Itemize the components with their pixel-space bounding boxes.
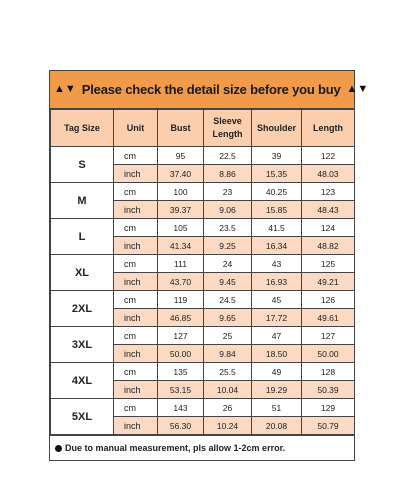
tag-size-cell: M (51, 183, 114, 219)
measurement-cell: 41.5 (252, 219, 302, 237)
measurement-cell: 37.40 (158, 165, 204, 183)
measurement-cell: 127 (158, 327, 204, 345)
measurement-cell: 129 (302, 399, 355, 417)
measurement-cell: 23 (204, 183, 252, 201)
measurement-cell: 9.25 (204, 237, 252, 255)
unit-cell: inch (114, 237, 158, 255)
unit-cell: cm (114, 363, 158, 381)
measurement-cell: 49 (252, 363, 302, 381)
unit-cell: inch (114, 165, 158, 183)
measurement-cell: 9.45 (204, 273, 252, 291)
measurement-cell: 53.15 (158, 381, 204, 399)
unit-cell: cm (114, 183, 158, 201)
tag-size-cell: 5XL (51, 399, 114, 435)
measurement-cell: 51 (252, 399, 302, 417)
measurement-cell: 49.21 (302, 273, 355, 291)
measurement-cell: 18.50 (252, 345, 302, 363)
unit-cell: inch (114, 273, 158, 291)
tag-size-cell: S (51, 147, 114, 183)
measurement-cell: 48.82 (302, 237, 355, 255)
unit-cell: cm (114, 147, 158, 165)
header-length: Length (302, 110, 355, 147)
unit-cell: inch (114, 381, 158, 399)
header-sleeve-length: Sleeve Length (204, 110, 252, 147)
measurement-cell: 20.08 (252, 417, 302, 435)
table-row (51, 255, 355, 273)
table-row (51, 363, 355, 381)
measurement-cell: 10.04 (204, 381, 252, 399)
unit-cell: cm (114, 399, 158, 417)
measurement-cell: 105 (158, 219, 204, 237)
triangle-up-down-icon: ▲▼ (54, 83, 76, 95)
footer-note (50, 435, 354, 460)
measurement-cell: 19.29 (252, 381, 302, 399)
measurement-cell: 123 (302, 183, 355, 201)
unit-cell: cm (114, 327, 158, 345)
measurement-cell: 48.03 (302, 165, 355, 183)
measurement-cell: 45 (252, 291, 302, 309)
table-row (51, 291, 355, 309)
tag-size-cell: L (51, 219, 114, 255)
triangle-up-down-icon: ▲▼ (346, 83, 369, 95)
footer-text: Due to manual measurement, pls allow 1-2cm error. (65, 443, 286, 453)
measurement-cell: 122 (302, 147, 355, 165)
header-bust: Bust (158, 110, 204, 147)
measurement-cell: 15.85 (252, 201, 302, 219)
measurement-cell: 100 (158, 183, 204, 201)
measurement-cell: 24.5 (204, 291, 252, 309)
measurement-cell: 95 (158, 147, 204, 165)
table-row (51, 327, 355, 345)
measurement-cell: 8.86 (204, 165, 252, 183)
measurement-cell: 50.39 (302, 381, 355, 399)
measurement-cell: 111 (158, 255, 204, 273)
tag-size-cell: 3XL (51, 327, 114, 363)
measurement-cell: 9.84 (204, 345, 252, 363)
unit-cell: cm (114, 291, 158, 309)
tag-size-cell: 2XL (51, 291, 114, 327)
measurement-cell: 24 (204, 255, 252, 273)
tag-size-cell: XL (51, 255, 114, 291)
measurement-cell: 119 (158, 291, 204, 309)
header-tag-size: Tag Size (51, 110, 114, 147)
size-chart (49, 70, 369, 461)
measurement-cell: 48.43 (302, 201, 355, 219)
unit-cell: cm (114, 255, 158, 273)
size-table (50, 109, 355, 435)
measurement-cell: 143 (158, 399, 204, 417)
unit-cell: inch (114, 309, 158, 327)
measurement-cell: 47 (252, 327, 302, 345)
measurement-cell: 39 (252, 147, 302, 165)
tag-size-cell: 4XL (51, 363, 114, 399)
measurement-cell: 9.06 (204, 201, 252, 219)
measurement-cell: 126 (302, 291, 355, 309)
measurement-cell: 40.25 (252, 183, 302, 201)
table-row (51, 399, 355, 417)
unit-cell: cm (114, 219, 158, 237)
measurement-cell: 43 (252, 255, 302, 273)
unit-cell: inch (114, 201, 158, 219)
measurement-cell: 23.5 (204, 219, 252, 237)
measurement-cell: 46.85 (158, 309, 204, 327)
unit-cell: inch (114, 417, 158, 435)
measurement-cell: 50.00 (158, 345, 204, 363)
measurement-cell: 124 (302, 219, 355, 237)
header-unit: Unit (114, 110, 158, 147)
table-row (51, 219, 355, 237)
bullet-icon (55, 445, 62, 452)
measurement-cell: 10.24 (204, 417, 252, 435)
measurement-cell: 9.65 (204, 309, 252, 327)
measurement-cell: 49.61 (302, 309, 355, 327)
measurement-cell: 39.37 (158, 201, 204, 219)
table-row (51, 147, 355, 165)
measurement-cell: 25.5 (204, 363, 252, 381)
size-chart-title (50, 71, 369, 109)
measurement-cell: 16.93 (252, 273, 302, 291)
measurement-cell: 127 (302, 327, 355, 345)
table-header-row (51, 110, 355, 147)
measurement-cell: 56.30 (158, 417, 204, 435)
measurement-cell: 16.34 (252, 237, 302, 255)
title-text: Please check the detail size before you buy (81, 82, 341, 97)
measurement-cell: 125 (302, 255, 355, 273)
measurement-cell: 22.5 (204, 147, 252, 165)
table-row (51, 183, 355, 201)
measurement-cell: 26 (204, 399, 252, 417)
unit-cell: inch (114, 345, 158, 363)
measurement-cell: 15.35 (252, 165, 302, 183)
measurement-cell: 25 (204, 327, 252, 345)
measurement-cell: 41.34 (158, 237, 204, 255)
measurement-cell: 17.72 (252, 309, 302, 327)
measurement-cell: 43.70 (158, 273, 204, 291)
measurement-cell: 50.00 (302, 345, 355, 363)
measurement-cell: 128 (302, 363, 355, 381)
header-shoulder: Shoulder (252, 110, 302, 147)
measurement-cell: 135 (158, 363, 204, 381)
measurement-cell: 50.79 (302, 417, 355, 435)
